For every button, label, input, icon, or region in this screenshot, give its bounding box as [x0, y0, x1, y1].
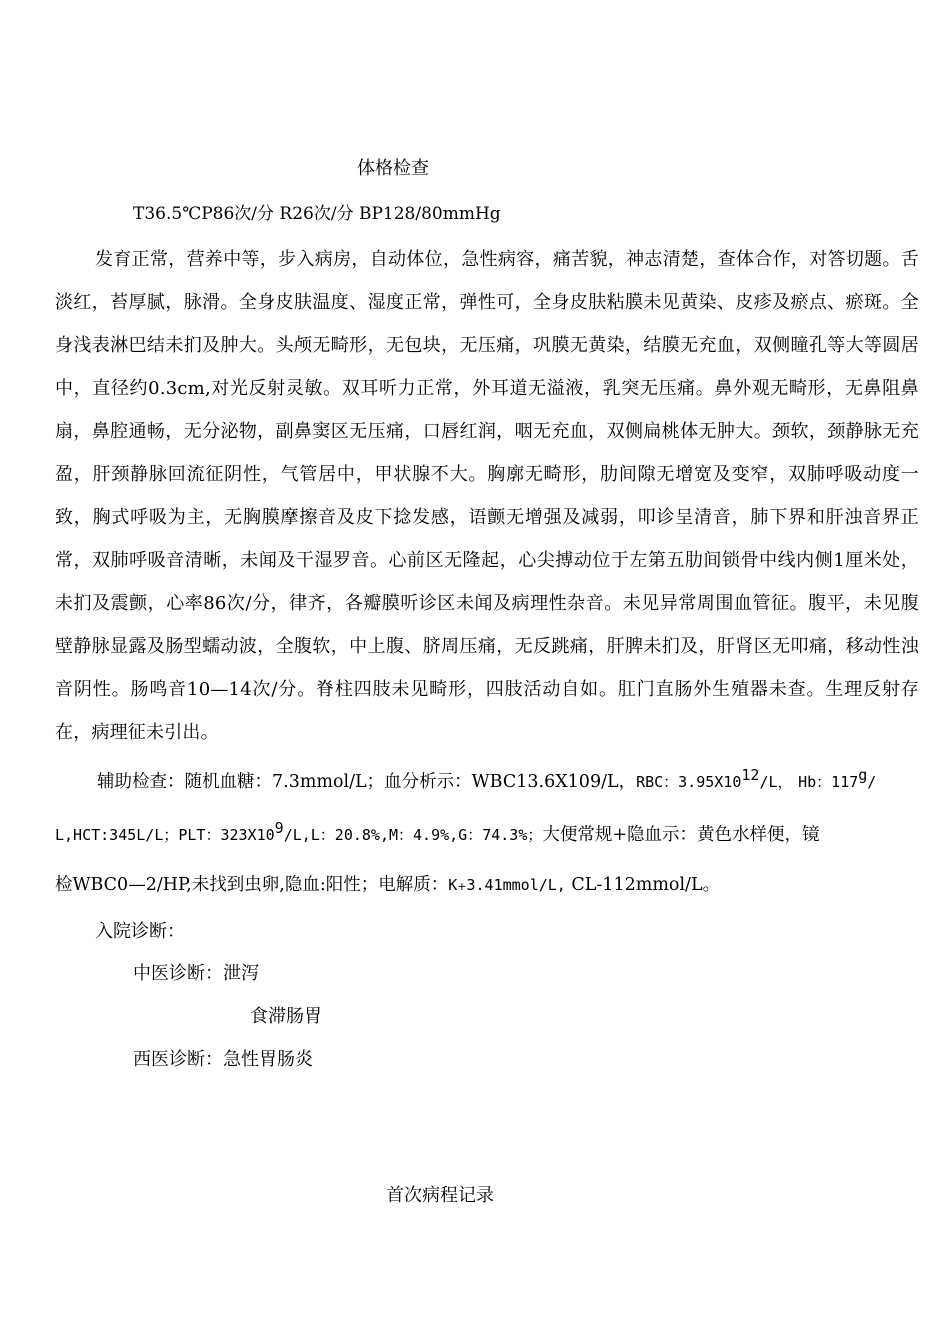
tcm-diagnosis: [133, 959, 259, 985]
plt-exponent: 9: [274, 819, 284, 837]
western-disease: 急性胃肠炎: [223, 1049, 313, 1070]
auxiliary-exam-line-3: [55, 871, 720, 896]
potassium-symbol: K: [448, 876, 458, 894]
stool-microscopy: 检WBC0—2/HP,未找到虫卵,隐血:阳性；: [55, 875, 379, 895]
potassium-value: 3.41mmol/L,: [466, 876, 566, 894]
auxiliary-label: 辅助检查：: [97, 771, 185, 792]
electrolyte-label: 电解质：: [378, 875, 449, 895]
glucose-result: 随机血糖：7.3mmol/L；: [184, 771, 385, 792]
differential-result: /L,L：20.8%,M：4.9%,G：74.3%；: [283, 825, 543, 844]
auxiliary-exam-line-1: [97, 766, 876, 793]
wbc-unit: 9/L，: [589, 771, 637, 792]
section-title: 体格检查: [357, 158, 429, 179]
potassium-charge: +: [457, 880, 467, 893]
rbc-unit: /L，: [759, 772, 793, 791]
auxiliary-exam-line-2: [55, 819, 820, 846]
stool-label: 大便常规+隐血示：: [542, 824, 698, 845]
rbc-result: RBC：3.95X10: [636, 772, 742, 791]
hb-exponent: g: [858, 766, 868, 784]
rbc-exponent: 12: [741, 766, 760, 784]
western-diagnosis: [133, 1045, 313, 1071]
hb-unit: /: [867, 772, 877, 791]
hb-result: Hb：117: [798, 772, 859, 791]
blood-analysis-label: 血分析示：: [384, 771, 472, 792]
next-section-title: 首次病程记录: [386, 1185, 494, 1206]
stool-result: 黄色水样便，镜: [697, 824, 820, 845]
tcm-disease: 泄泻: [223, 963, 259, 984]
wbc-result: WBC13.6X10: [471, 771, 590, 792]
admission-diagnosis-label: 入院诊断：: [95, 921, 185, 942]
tcm-diagnosis-label: 中医诊断：: [133, 963, 223, 984]
hct-plt-result: L,HCT:345L/L；PLT：323X10: [55, 825, 275, 844]
tcm-pattern: 食滞肠胃: [250, 1006, 322, 1027]
chloride-value: CL-112mmol/L。: [565, 875, 721, 895]
western-diagnosis-label: 西医诊断：: [133, 1049, 223, 1070]
vital-signs: T36.5℃P86次/分 R26次/分 BP128/80mmHg: [133, 204, 501, 224]
physical-exam-text: 发育正常，营养中等，步入病房，自动体位，急性病容，痛苦貌，神志清楚，查体合作，对答切题。舌淡红，苔厚腻，脉滑。全身皮肤温度、湿度正常，弹性可，全身皮肤粘膜未见黄染、皮疹及瘀点、瘀斑。全身浅表淋巴结未扪及肿大。头颅无畸形，无包块，无压痛，巩膜无黄染，结膜无充血，双侧瞳孔等大等圆居中，直径约0.3cm,对光反射灵敏。双耳听力正常，外耳道无溢液，乳突无压痛。鼻外观无畸形，无鼻阻鼻扇，鼻腔通畅，无分泌物，副鼻窦区无压痛，口唇红润，咽无充血，双侧扁桃体无肿大。颈软，颈静脉无充盈，肝颈静脉回流征阴性，气管居中，甲状腺不大。胸廓无畸形，肋间隙无增宽及变窄，双肺呼吸动度一致，胸式呼吸为主，无胸膜摩擦音及皮下捻发感，语颤无增强及减弱，叩诊呈清音，肺下界和肝浊音界正常，双肺呼吸音清晰，未闻及干湿罗音。心前区无隆起，心尖搏动位于左第五肋间锁骨中线内侧1厘米处，未扪及震颤，心率86次/分，律齐，各瓣膜听诊区未闻及病理性杂音。未见异常周围血管征。腹平，未见腹壁静脉显露及肠型蠕动波，全腹软，中上腹、脐周压痛，无反跳痛，肝脾未扪及，肝肾区无叩痛，移动性浊音阴性。肠鸣音10—14次/分。脊柱四肢未见畸形，四肢活动自如。肛门直肠外生殖器未查。生理反射存在，病理征未引出。: [55, 249, 919, 743]
